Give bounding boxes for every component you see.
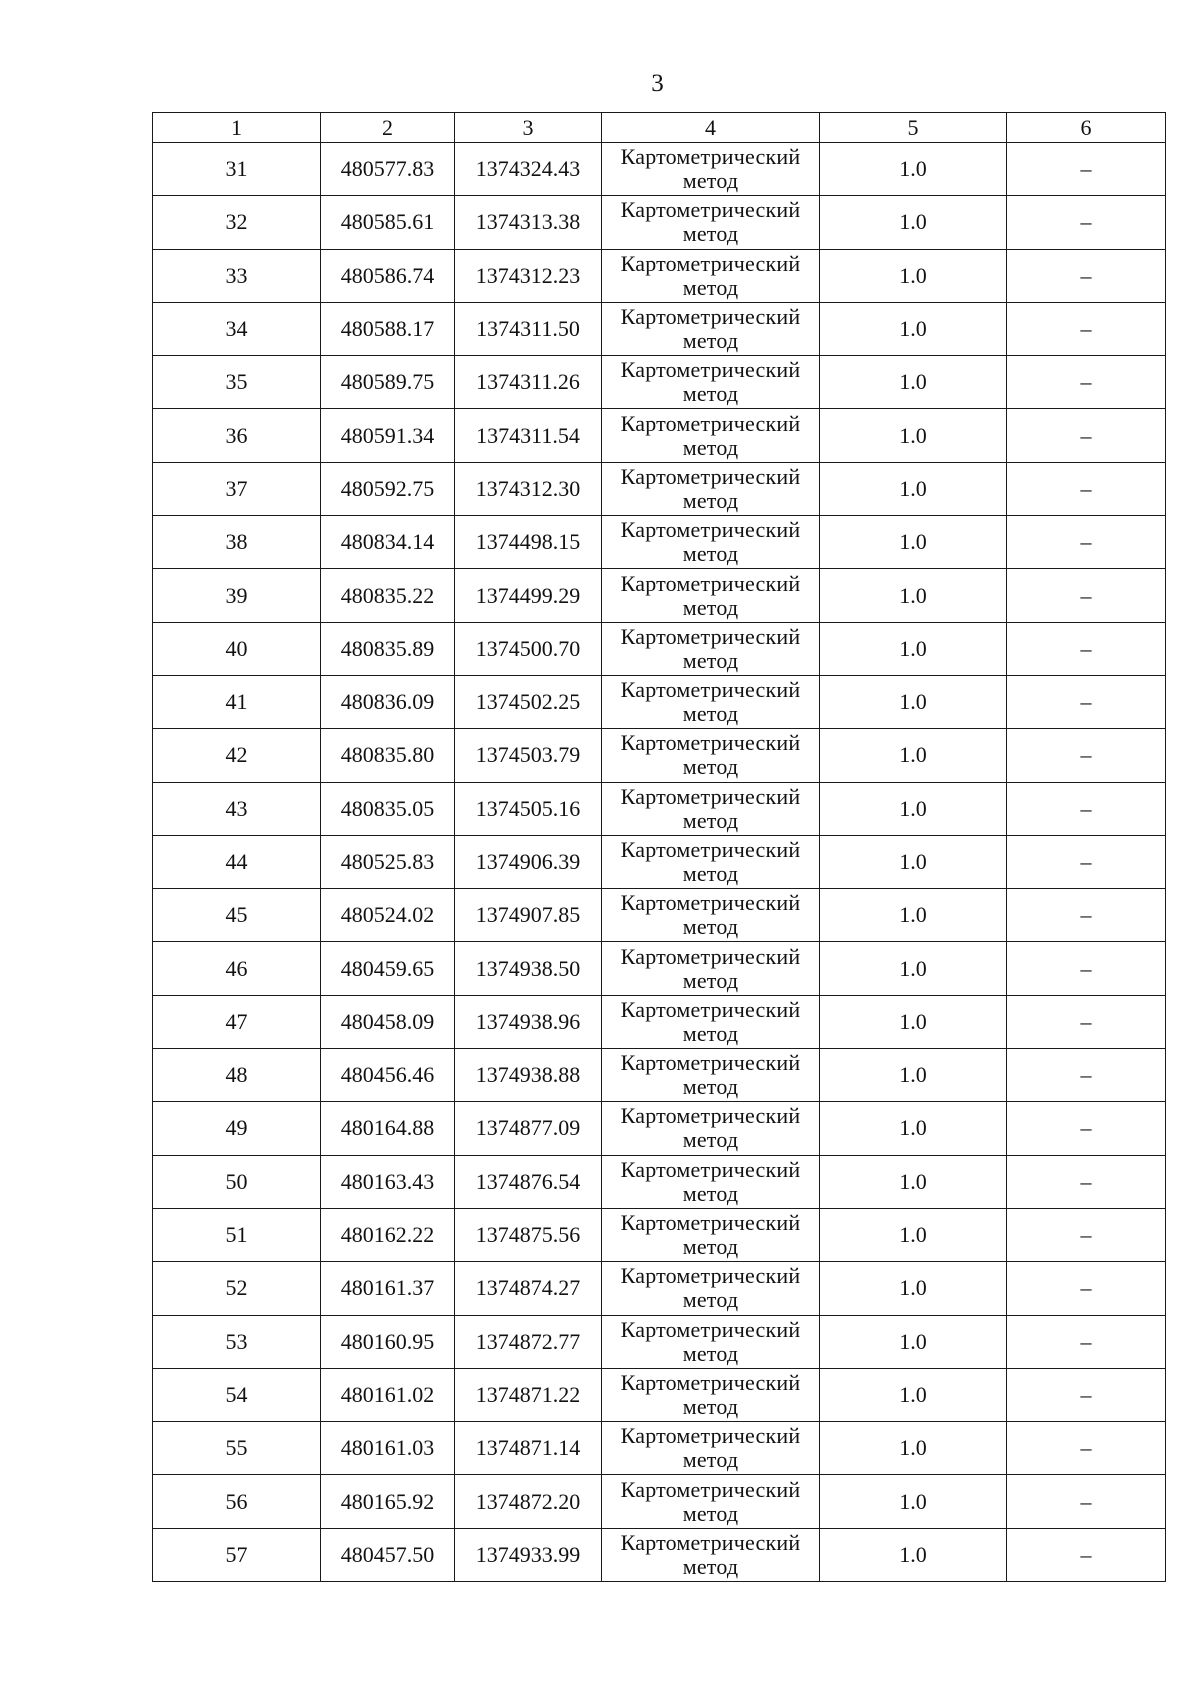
table-row xyxy=(153,782,1166,835)
accuracy-value: 1.0 xyxy=(820,1262,1007,1315)
method-line: метод xyxy=(682,861,739,886)
method-line: метод xyxy=(682,594,739,620)
coordinate-y: 1374907.85 xyxy=(455,889,602,942)
method-line: Картометрический xyxy=(620,1369,801,1395)
note-value: – xyxy=(1007,143,1166,196)
method-cell xyxy=(602,196,820,249)
coordinate-x: 480577.83 xyxy=(321,143,455,196)
method-cell xyxy=(602,889,820,942)
table-row xyxy=(153,1475,1166,1528)
coordinate-y: 1374906.39 xyxy=(455,835,602,888)
method-line: Картометрический xyxy=(620,517,801,543)
method-line: метод xyxy=(682,1074,739,1100)
accuracy-value: 1.0 xyxy=(820,302,1007,355)
accuracy-value: 1.0 xyxy=(820,835,1007,888)
coordinate-y: 1374312.30 xyxy=(455,462,602,515)
table-row xyxy=(153,462,1166,515)
note-value: – xyxy=(1007,835,1166,888)
method-cell xyxy=(602,782,820,835)
table-body xyxy=(153,143,1166,1582)
coordinate-x: 480164.88 xyxy=(321,1102,455,1155)
coordinate-x: 480588.17 xyxy=(321,302,455,355)
table-row xyxy=(153,249,1166,302)
method-line: метод xyxy=(682,1020,739,1046)
accuracy-value: 1.0 xyxy=(820,196,1007,249)
table-row xyxy=(153,196,1166,249)
method-cell xyxy=(602,302,820,355)
accuracy-value: 1.0 xyxy=(820,1315,1007,1368)
method-line: Картометрический xyxy=(620,943,801,969)
method-cell xyxy=(602,1422,820,1475)
coordinate-x: 480458.09 xyxy=(321,995,455,1048)
table-row xyxy=(153,1155,1166,1208)
method-line: Картометрический xyxy=(620,1103,801,1129)
table-row xyxy=(153,1315,1166,1368)
table-row xyxy=(153,729,1166,782)
method-line: Картометрический xyxy=(620,410,801,436)
coordinate-x: 480163.43 xyxy=(321,1155,455,1208)
method-cell xyxy=(602,143,820,196)
table-header xyxy=(153,113,1166,143)
note-value: – xyxy=(1007,1422,1166,1475)
note-value: – xyxy=(1007,1049,1166,1102)
method-line: метод xyxy=(682,1500,739,1526)
method-cell xyxy=(602,516,820,569)
method-line: Картометрический xyxy=(620,1210,801,1236)
coordinate-x: 480456.46 xyxy=(321,1049,455,1102)
note-value: – xyxy=(1007,516,1166,569)
table-row xyxy=(153,143,1166,196)
method-line: Картометрический xyxy=(620,623,801,649)
coordinate-x: 480592.75 xyxy=(321,462,455,515)
method-line: метод xyxy=(682,1447,739,1473)
point-number: 34 xyxy=(153,302,321,355)
method-line: Картометрический xyxy=(620,1316,801,1342)
table-row xyxy=(153,1422,1166,1475)
method-line: Картометрический xyxy=(620,1423,801,1449)
method-line: метод xyxy=(682,1127,739,1153)
header-col-3: 3 xyxy=(455,113,602,143)
method-cell xyxy=(602,356,820,409)
point-number: 35 xyxy=(153,356,321,409)
method-line: Картометрический xyxy=(620,250,801,276)
header-col-5: 5 xyxy=(820,113,1007,143)
table-row xyxy=(153,409,1166,462)
coordinate-x: 480834.14 xyxy=(321,516,455,569)
method-cell xyxy=(602,1102,820,1155)
method-line: Картометрический xyxy=(620,357,801,383)
coordinate-x: 480585.61 xyxy=(321,196,455,249)
coordinate-x: 480161.02 xyxy=(321,1368,455,1421)
point-number: 47 xyxy=(153,995,321,1048)
table-row xyxy=(153,569,1166,622)
method-line: Картометрический xyxy=(620,996,801,1022)
point-number: 43 xyxy=(153,782,321,835)
coordinate-y: 1374871.22 xyxy=(455,1368,602,1421)
method-line: Картометрический xyxy=(620,304,801,330)
method-line: метод xyxy=(682,1393,739,1419)
point-number: 40 xyxy=(153,622,321,675)
point-number: 31 xyxy=(153,143,321,196)
accuracy-value: 1.0 xyxy=(820,1368,1007,1421)
note-value: – xyxy=(1007,1262,1166,1315)
point-number: 46 xyxy=(153,942,321,995)
coordinate-x: 480165.92 xyxy=(321,1475,455,1528)
method-line: Картометрический xyxy=(620,463,801,489)
coordinate-x: 480589.75 xyxy=(321,356,455,409)
accuracy-value: 1.0 xyxy=(820,143,1007,196)
method-line: метод xyxy=(682,807,739,833)
method-cell xyxy=(602,1475,820,1528)
coordinate-x: 480162.22 xyxy=(321,1208,455,1261)
method-line: Картометрический xyxy=(620,1263,801,1289)
method-line: метод xyxy=(682,434,739,460)
coordinate-y: 1374872.77 xyxy=(455,1315,602,1368)
coordinate-y: 1374311.54 xyxy=(455,409,602,462)
accuracy-value: 1.0 xyxy=(820,1528,1007,1581)
coordinate-y: 1374505.16 xyxy=(455,782,602,835)
method-line: метод xyxy=(682,541,739,567)
table-row xyxy=(153,302,1166,355)
point-number: 44 xyxy=(153,835,321,888)
method-line: Картометрический xyxy=(620,1476,801,1502)
method-line: метод xyxy=(682,487,739,513)
note-value: – xyxy=(1007,1155,1166,1208)
table-row xyxy=(153,942,1166,995)
coordinate-y: 1374938.50 xyxy=(455,942,602,995)
coordinate-y: 1374500.70 xyxy=(455,622,602,675)
note-value: – xyxy=(1007,1368,1166,1421)
method-cell xyxy=(602,995,820,1048)
method-cell xyxy=(602,1528,820,1581)
method-line: метод xyxy=(682,647,739,673)
point-number: 45 xyxy=(153,889,321,942)
coordinate-x: 480161.37 xyxy=(321,1262,455,1315)
coordinate-x: 480525.83 xyxy=(321,835,455,888)
method-line: Картометрический xyxy=(620,1156,801,1182)
method-line: Картометрический xyxy=(620,570,801,596)
coordinate-x: 480835.22 xyxy=(321,569,455,622)
method-cell xyxy=(602,1368,820,1421)
accuracy-value: 1.0 xyxy=(820,1422,1007,1475)
method-cell xyxy=(602,1049,820,1102)
point-number: 33 xyxy=(153,249,321,302)
method-cell xyxy=(602,249,820,302)
coordinate-x: 480591.34 xyxy=(321,409,455,462)
table-row xyxy=(153,1208,1166,1261)
note-value: – xyxy=(1007,729,1166,782)
method-line: Картометрический xyxy=(620,890,801,916)
accuracy-value: 1.0 xyxy=(820,889,1007,942)
table-row xyxy=(153,995,1166,1048)
method-line: метод xyxy=(682,1180,739,1206)
accuracy-value: 1.0 xyxy=(820,1475,1007,1528)
table-row xyxy=(153,1528,1166,1581)
coordinate-y: 1374324.43 xyxy=(455,143,602,196)
note-value: – xyxy=(1007,409,1166,462)
method-line: метод xyxy=(682,221,739,247)
method-cell xyxy=(602,569,820,622)
coordinate-y: 1374311.50 xyxy=(455,302,602,355)
point-number: 53 xyxy=(153,1315,321,1368)
coordinate-x: 480457.50 xyxy=(321,1528,455,1581)
point-number: 49 xyxy=(153,1102,321,1155)
coordinate-y: 1374498.15 xyxy=(455,516,602,569)
table-row xyxy=(153,1368,1166,1421)
note-value: – xyxy=(1007,302,1166,355)
header-col-6: 6 xyxy=(1007,113,1166,143)
header-col-4: 4 xyxy=(602,113,820,143)
table-row xyxy=(153,516,1166,569)
header-row xyxy=(153,113,1166,143)
accuracy-value: 1.0 xyxy=(820,516,1007,569)
method-line: метод xyxy=(682,274,739,300)
point-number: 56 xyxy=(153,1475,321,1528)
method-line: Картометрический xyxy=(620,144,801,170)
coordinate-y: 1374312.23 xyxy=(455,249,602,302)
accuracy-value: 1.0 xyxy=(820,409,1007,462)
table-row xyxy=(153,622,1166,675)
coordinate-x: 480835.89 xyxy=(321,622,455,675)
method-cell xyxy=(602,1315,820,1368)
coordinate-y: 1374938.96 xyxy=(455,995,602,1048)
method-cell xyxy=(602,1155,820,1208)
coordinate-x: 480836.09 xyxy=(321,675,455,728)
table-row xyxy=(153,1049,1166,1102)
coordinate-x: 480835.05 xyxy=(321,782,455,835)
method-line: Картометрический xyxy=(620,197,801,223)
method-line: метод xyxy=(682,1287,739,1313)
accuracy-value: 1.0 xyxy=(820,1208,1007,1261)
method-line: метод xyxy=(682,328,739,354)
note-value: – xyxy=(1007,569,1166,622)
coordinate-y: 1374872.20 xyxy=(455,1475,602,1528)
note-value: – xyxy=(1007,196,1166,249)
point-number: 50 xyxy=(153,1155,321,1208)
coordinate-y: 1374933.99 xyxy=(455,1528,602,1581)
table-row xyxy=(153,356,1166,409)
method-cell xyxy=(602,462,820,515)
coordinate-x: 480835.80 xyxy=(321,729,455,782)
coordinate-y: 1374938.88 xyxy=(455,1049,602,1102)
method-cell xyxy=(602,942,820,995)
coordinate-y: 1374502.25 xyxy=(455,675,602,728)
accuracy-value: 1.0 xyxy=(820,729,1007,782)
note-value: – xyxy=(1007,462,1166,515)
accuracy-value: 1.0 xyxy=(820,356,1007,409)
note-value: – xyxy=(1007,942,1166,995)
method-cell xyxy=(602,835,820,888)
method-line: Картометрический xyxy=(620,837,801,862)
coordinates-table xyxy=(152,112,1166,1582)
point-number: 39 xyxy=(153,569,321,622)
method-line: метод xyxy=(682,701,739,727)
note-value: – xyxy=(1007,356,1166,409)
point-number: 41 xyxy=(153,675,321,728)
method-cell xyxy=(602,622,820,675)
point-number: 32 xyxy=(153,196,321,249)
method-line: Картометрический xyxy=(620,783,801,809)
method-line: метод xyxy=(682,1553,739,1579)
note-value: – xyxy=(1007,889,1166,942)
accuracy-value: 1.0 xyxy=(820,249,1007,302)
accuracy-value: 1.0 xyxy=(820,675,1007,728)
method-line: метод xyxy=(682,381,739,407)
method-cell xyxy=(602,409,820,462)
coordinate-x: 480160.95 xyxy=(321,1315,455,1368)
accuracy-value: 1.0 xyxy=(820,995,1007,1048)
note-value: – xyxy=(1007,1208,1166,1261)
accuracy-value: 1.0 xyxy=(820,942,1007,995)
point-number: 57 xyxy=(153,1528,321,1581)
accuracy-value: 1.0 xyxy=(820,462,1007,515)
note-value: – xyxy=(1007,1315,1166,1368)
method-line: метод xyxy=(682,1340,739,1366)
coordinate-y: 1374313.38 xyxy=(455,196,602,249)
note-value: – xyxy=(1007,1475,1166,1528)
point-number: 36 xyxy=(153,409,321,462)
coordinate-y: 1374499.29 xyxy=(455,569,602,622)
point-number: 48 xyxy=(153,1049,321,1102)
coordinate-y: 1374875.56 xyxy=(455,1208,602,1261)
accuracy-value: 1.0 xyxy=(820,622,1007,675)
method-line: метод xyxy=(682,967,739,993)
coordinate-y: 1374311.26 xyxy=(455,356,602,409)
note-value: – xyxy=(1007,1102,1166,1155)
method-line: Картометрический xyxy=(620,1529,801,1555)
header-col-1: 1 xyxy=(153,113,321,143)
note-value: – xyxy=(1007,995,1166,1048)
table-row xyxy=(153,835,1166,888)
page-number: 3 xyxy=(651,70,664,97)
note-value: – xyxy=(1007,675,1166,728)
coordinate-y: 1374871.14 xyxy=(455,1422,602,1475)
method-line: метод xyxy=(682,1234,739,1260)
point-number: 37 xyxy=(153,462,321,515)
point-number: 55 xyxy=(153,1422,321,1475)
coordinate-x: 480161.03 xyxy=(321,1422,455,1475)
method-cell xyxy=(602,1262,820,1315)
note-value: – xyxy=(1007,622,1166,675)
method-line: Картометрический xyxy=(620,730,801,756)
table-row xyxy=(153,1102,1166,1155)
method-line: метод xyxy=(682,168,739,194)
method-line: метод xyxy=(682,754,739,780)
table-row xyxy=(153,675,1166,728)
point-number: 52 xyxy=(153,1262,321,1315)
point-number: 54 xyxy=(153,1368,321,1421)
coordinate-x: 480586.74 xyxy=(321,249,455,302)
accuracy-value: 1.0 xyxy=(820,782,1007,835)
accuracy-value: 1.0 xyxy=(820,569,1007,622)
note-value: – xyxy=(1007,1528,1166,1581)
coordinate-y: 1374877.09 xyxy=(455,1102,602,1155)
point-number: 42 xyxy=(153,729,321,782)
header-col-2: 2 xyxy=(321,113,455,143)
accuracy-value: 1.0 xyxy=(820,1102,1007,1155)
point-number: 51 xyxy=(153,1208,321,1261)
note-value: – xyxy=(1007,782,1166,835)
method-cell xyxy=(602,729,820,782)
accuracy-value: 1.0 xyxy=(820,1155,1007,1208)
table-row xyxy=(153,889,1166,942)
table-row xyxy=(153,1262,1166,1315)
coordinate-y: 1374876.54 xyxy=(455,1155,602,1208)
method-line: Картометрический xyxy=(620,1050,801,1076)
method-cell xyxy=(602,675,820,728)
accuracy-value: 1.0 xyxy=(820,1049,1007,1102)
method-line: Картометрический xyxy=(620,677,801,703)
point-number: 38 xyxy=(153,516,321,569)
coordinate-y: 1374874.27 xyxy=(455,1262,602,1315)
method-line: метод xyxy=(682,914,739,940)
method-cell xyxy=(602,1208,820,1261)
coordinate-y: 1374503.79 xyxy=(455,729,602,782)
coordinate-x: 480459.65 xyxy=(321,942,455,995)
coordinate-x: 480524.02 xyxy=(321,889,455,942)
note-value: – xyxy=(1007,249,1166,302)
